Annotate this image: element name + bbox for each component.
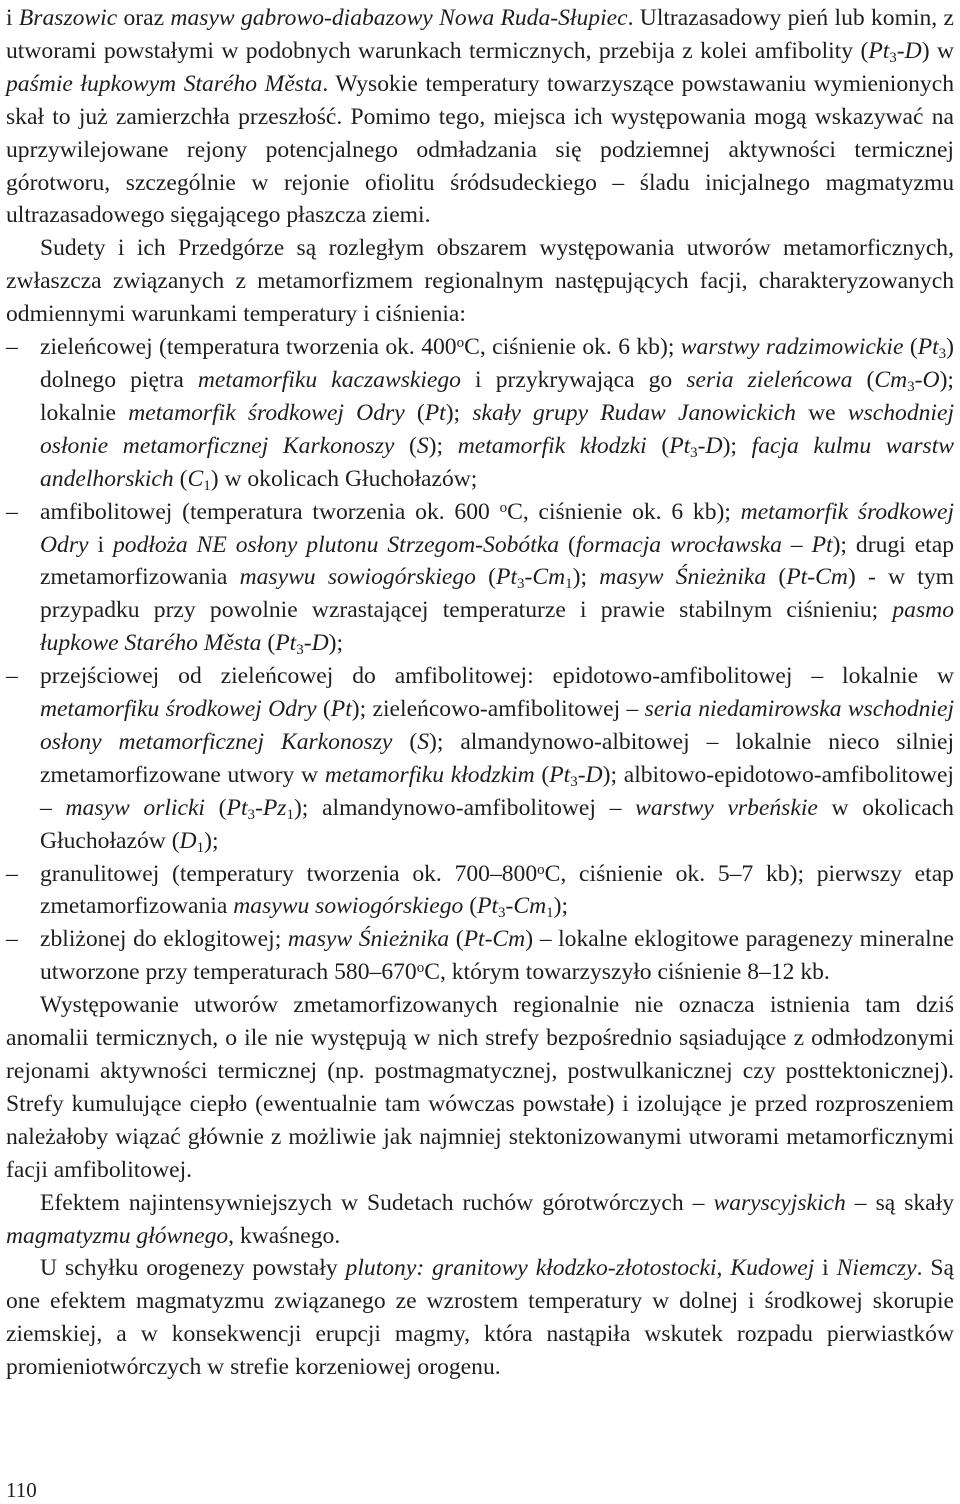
superscript: o xyxy=(416,960,425,977)
italic-text: metamorfiku kaczawskiego xyxy=(197,366,461,393)
paragraph-metamorphic-intro: Sudety i ich Przedgórze są rozległym obszarem występowania utworów metamorficznych, zwłaszcza związanych z metamorfizmem regionalnym następujących facji, charakteryzowanych odmiennymi warunkami temperatury i ciśnienia: xyxy=(6,235,954,328)
list-item-text: przejściowej od zieleńcowej do amfibolitowej: epidotowo-amfibolitowej – lokalnie w metamorfiku środkowej Odry (Pt); zieleńcowo-amfibolitowej – seria niedamirowska wschodniej osłony metamorficznej Karkonoszy (S); almandynowo-albitowej – lokalnie nieco silniej zmetamorfizowane utwory w metamorfiku kłodzkim $(Pt_3-D)$; albitowo-epidotowo-amfibolitowej – masyw orlicki $(Pt_3-Pz_1)$; almandynowo-amfibolitowej – warstwy vrbeńskie w okolicach Głuchołazów $(D_1)$; xyxy=(40,663,955,856)
italic-text: formacja wrocławska – Pt xyxy=(575,531,833,558)
italic-text: Pt xyxy=(917,334,939,361)
italic-text: Pt xyxy=(330,696,352,723)
italic-text: Braszowic xyxy=(18,5,118,31)
subscript: 3 xyxy=(247,806,255,823)
list-item-text: zieleńcowej (temperatura tworzenia ok. 400$^o$C, ciśnienie ok. 6 kb); warstwy radzimowickie $(Pt_3)$ dolnego piętra metamorfiku kaczawskiego i przykrywająca go seria zieleńcowa $(Cm_3-O)$; lokalnie metamorfik środkowej Odry (Pt); skały grupy Rudaw Janowickich we wschodniej osłonie metamorficznej Karkonoszy (S); metamorfik kłodzki $(Pt_3-D)$; facja kulmu warstw andelhorskich $(C_1)$ w okolicach Głuchołazów; xyxy=(40,334,955,494)
italic-text: pasmo łupkowe Starého Města xyxy=(40,597,954,657)
superscript: o xyxy=(499,499,508,516)
italic-text: Cm xyxy=(874,366,908,393)
italic-text: metamorfik środkowej Odry xyxy=(40,498,955,558)
italic-text: metamorfiku środkowej Odry xyxy=(40,696,317,723)
subscript: 1 xyxy=(196,839,205,856)
subscript: 3 xyxy=(889,49,897,66)
italic-text: -D xyxy=(303,630,329,657)
page-number: 110 xyxy=(6,1478,37,1502)
italic-text: magmatyzmu głównego xyxy=(6,1222,229,1249)
italic-text: C xyxy=(187,465,204,492)
italic-text: -D xyxy=(896,37,922,64)
list-item-greenschist xyxy=(6,331,954,496)
list-dash: – xyxy=(6,663,18,690)
superscript: o xyxy=(537,861,545,878)
list-item-transitional xyxy=(6,660,954,857)
italic-text: masywu sowiogórskiego xyxy=(233,893,464,920)
italic-text: metamorfiku kłodzkim xyxy=(324,761,535,788)
italic-text: wschodniej osłonie metamorficznej Karkonoszy xyxy=(40,399,955,459)
list-dash: – xyxy=(6,860,18,887)
italic-text: Kudowej xyxy=(730,1255,815,1282)
list-item-text: amfibolitowej (temperatura tworzenia ok. 600 $^o$C, ciśnienie ok. 6 kb); metamorfik środkowej Odry i podłoża NE osłony plutonu Strzegom-Sobótka (formacja wrocławska – Pt); drugi etap zmetamorfizowania masywu sowiogórskiego $(Pt_3-Cm_1)$; masyw Śnieżnika (Pt-Cm) - w tym przypadku przy powolnie wzrastającej temperaturze i prawie stabilnym ciśnieniu; pasmo łupkowe Starého Města $(Pt_3-D)$; xyxy=(40,498,955,659)
italic-text: masyw Śnieżnika xyxy=(287,926,450,953)
subscript: 3 xyxy=(296,642,304,659)
italic-text: waryscyjskich xyxy=(713,1189,846,1216)
paragraph-thermal-anomalies: Występowanie utworów zmetamorfizowanych regionalnie nie oznacza istnienia tam dziś anomalii termicznych, o ile nie występują w nich strefy bezpośrednio sąsiadujące z odmłodzonymi rejonami aktywności termicznej (np. postmagmatycznej, postwulkanicznej czy posttektonicznej). Strefy kumulujące ciepło (ewentualnie tam wówczas powstałe) i izolujące je przed rozproszeniem należałoby wiązać głównie z możliwie jak najmniej stektonizowanymi utworami metamorficznymi facji amfibolitowej. xyxy=(6,992,954,1183)
paragraph-continuation: i Braszowic oraz masyw gabrowo-diabazowy Nowa Ruda-Słupiec. Ultrazasadowy pień lub komin, z utworami powstałymi w podobnych warunkach termicznych, przebija z kolei amfibolity $(Pt_3-D)$ w paśmie łupkowym Starého Města. Wysokie temperatury towarzyszące powstawaniu wymienionych skał to już zamierzchła przeszłość. Pomimo tego, miejsca ich występowania mogą wskazywać na uprzywilejowane rejony potencjalnego odmładzania się podziemnej aktywności termicznej górotworu, szczególnie w rejonie ofiolitu śródsudeckiego – śladu inicjalnego magmatyzmu ultrazasadowego sięgającego płaszcza ziemi. xyxy=(6,5,954,229)
list-dash: – xyxy=(6,498,18,525)
italic-text: D xyxy=(179,827,197,854)
subscript: 1 xyxy=(546,905,554,922)
subscript: 1 xyxy=(565,576,573,593)
subscript: 3 xyxy=(570,773,578,790)
list-dash: – xyxy=(6,926,18,953)
italic-text: -O xyxy=(914,366,940,393)
paragraph-plutons: U schyłku orogenezy powstały plutony: granitowy kłodzko-złotostocki, Kudowej i Niemczy. Są one efektem magmatyzmu związanego ze wzrostem temperatury w dolnej i środkowej skorupie ziemskiej, a w konsekwencji erupcji magmy, która nastąpiła wskutek rozpadu pierwiastków promieniotwórczych w strefie korzeniowej orogenu. xyxy=(6,1255,954,1381)
italic-text: facja kulmu warstw andelhorskich xyxy=(40,432,954,492)
subscript: 3 xyxy=(690,444,698,461)
italic-text: masyw orlicki xyxy=(65,794,205,821)
list-item-text: granulitowej (temperatury tworzenia ok. 700–800$^o$C, ciśnienie ok. 5–7 kb); pierwszy etap zmetamorfizowania masywu sowiogórskiego $(Pt_3-Cm_1)$; xyxy=(40,860,954,922)
italic-text: plutony: granitowy kłodzko-złotostocki xyxy=(345,1255,717,1282)
italic-text: -D xyxy=(697,432,723,459)
italic-text: seria niedamirowska wschodniej osłony metamorficznej Karkonoszy xyxy=(40,696,955,755)
italic-text: Pt xyxy=(424,399,446,426)
subscript: 1 xyxy=(203,477,211,494)
italic-text: Pt xyxy=(868,37,890,64)
italic-text: Pt xyxy=(226,794,248,821)
facies-list xyxy=(6,331,954,989)
italic-text: -Pz xyxy=(255,794,287,821)
italic-text: Pt xyxy=(496,564,518,591)
italic-text: Pt xyxy=(477,893,499,920)
italic-text: -Cm xyxy=(524,564,566,591)
italic-text: -Cm xyxy=(505,893,547,920)
italic-text: podłoża NE osłony plutonu Strzegom-Sobótka xyxy=(112,531,560,558)
list-item-eclogite xyxy=(6,923,954,989)
italic-text: S xyxy=(417,728,429,755)
italic-text: warstwy radzimowickie xyxy=(680,334,904,361)
italic-text: -D xyxy=(577,761,603,788)
italic-text: paśmie łupkowym Starého Města xyxy=(6,70,323,97)
italic-text: masyw gabrowo-diabazowy Nowa Ruda-Słupiec xyxy=(170,5,628,31)
italic-text: Pt-Cm xyxy=(463,926,526,953)
document-body xyxy=(6,2,954,1384)
italic-text: warstwy vrbeńskie xyxy=(635,794,818,821)
italic-text: seria zieleńcowa xyxy=(686,366,853,393)
list-item-amphibolite xyxy=(6,496,954,661)
italic-text: Pt-Cm xyxy=(786,564,848,591)
list-item-granulite xyxy=(6,858,954,924)
italic-text: masyw Śnieżnika xyxy=(599,564,767,591)
superscript: o xyxy=(456,335,465,352)
italic-text: Niemczy xyxy=(836,1255,917,1282)
italic-text: skały grupy Rudaw Janowickich xyxy=(472,399,796,426)
italic-text: S xyxy=(416,432,429,459)
subscript: 3 xyxy=(498,905,506,922)
italic-text: Pt xyxy=(275,630,297,657)
list-dash: – xyxy=(6,334,18,361)
paragraph-variscan: Efektem najintensywniejszych w Sudetach ruchów górotwórczych – waryscyjskich – są skały magmatyzmu głównego, kwaśnego. xyxy=(6,1189,954,1249)
subscript: 3 xyxy=(938,346,947,363)
list-item-text: zbliżonej do eklogitowej; masyw Śnieżnika (Pt-Cm) – lokalne eklogitowe paragenezy mineralne utworzone przy temperaturach 580–670$^o$C, którym towarzyszyło ciśnienie 8–12 kb. xyxy=(40,926,954,986)
italic-text: masywu sowiogórskiego xyxy=(239,564,476,591)
subscript: 1 xyxy=(286,806,294,823)
italic-text: Pt xyxy=(669,432,691,459)
subscript: 3 xyxy=(907,378,915,395)
subscript: 3 xyxy=(517,576,525,593)
italic-text: metamorfik kłodzki xyxy=(457,432,647,459)
italic-text: metamorfik środkowej Odry xyxy=(128,399,405,426)
italic-text: Pt xyxy=(549,761,571,788)
